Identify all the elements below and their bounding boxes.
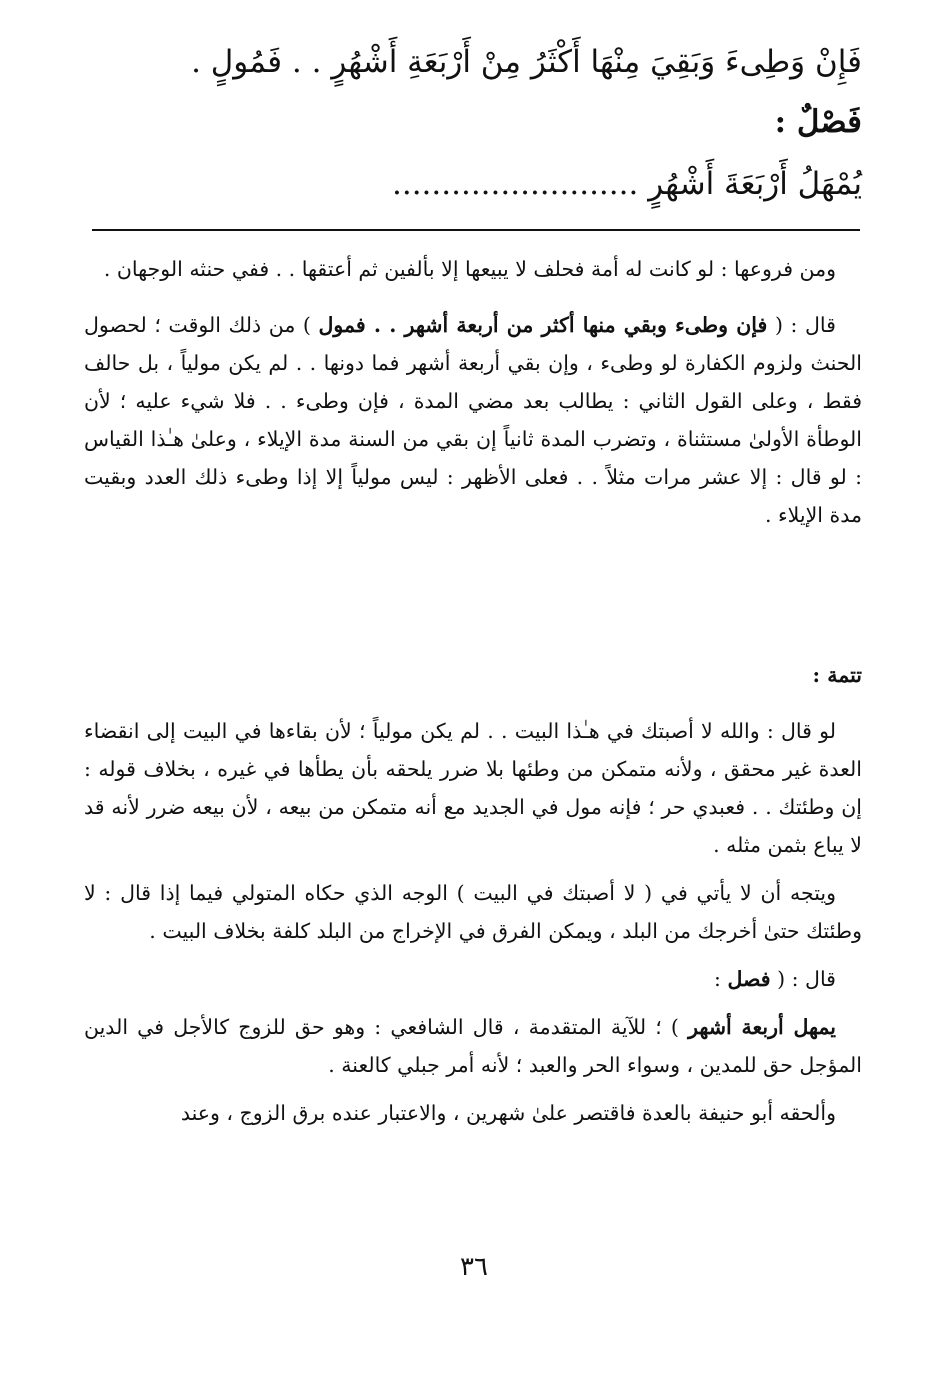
p5-open: قال : ( [777, 967, 836, 991]
sharh-paragraph-2 [84, 306, 862, 534]
sharh-paragraph-6 [84, 1008, 862, 1084]
matn-dotted-filler: ......................... [391, 166, 639, 202]
p2-open: قال : ( [774, 313, 836, 337]
sharh-paragraph-3: لو قال : والله لا أصبتك في هـٰذا البيت . . لم يكن مولياً ؛ لأن بقاءها في البيت إلى انقضاء العدة غير محقق ، ولأنه متمكن من وطئها بلا ضرر يلحقه بأن يطأها في غيره ، بخلاف قوله : إن وطئتك . . فعبدي حر ؛ فإنه مول في الجديد مع أنه متمكن من بيعه ، لأن بيعه ضرر لأنه قد لا يباع بثمن مثله . [84, 719, 862, 857]
sharh-paragraph-7: وألحقه أبو حنيفة بالعدة فاقتصر علىٰ شهرين ، والاعتبار عنده برق الزوج ، وعند [180, 1101, 836, 1125]
matn-line-3-text: يُمْهَلُ أَرْبَعَةَ أَشْهُرٍ [648, 166, 862, 202]
p2-commentary: ) من ذلك الوقت ؛ لحصول الحنث ولزوم الكفارة لو وطىء ، وإن بقي أربعة أشهر فما دونها . . لم يكن مولياً ، بل حالف فقط ، وعلى القول الثاني : يطالب بعد مضي المدة ، فإن وطىء . . فلا شيء عليه ؛ لأن الوطأة الأولىٰ مستثناة ، وتضرب المدة ثانياً إن بقي من السنة مدة الإيلاء ، وعلىٰ هـٰذا القياس : لو قال : إلا عشر مرات مثلاً . . فعلى الأظهر : ليس مولياً إلا إذا وطىء ذلك العدد وبقيت مدة الإيلاء . [84, 313, 862, 527]
p5-fasl: فصل [727, 967, 771, 991]
matn-line-1: فَإِنْ وَطِىءَ وَبَقِيَ مِنْهَا أَكْثَرُ مِنْ أَرْبَعَةِ أَشْهُرٍ . . فَمُولٍ . [191, 44, 862, 80]
separator-rule [92, 229, 860, 231]
tatimma-label: تتمة : [812, 663, 862, 687]
p2-quoted-matn: فإن وطىء وبقي منها أكثر من أربعة أشهر . . فمول [318, 313, 768, 337]
sharh-paragraph-4: ويتجه أن لا يأتي في ( لا أصبتك في البيت ) الوجه الذي حكاه المتولي فيما إذا قال : لا وطئتك حتىٰ أخرجك من البلد ، ويمكن الفرق في الإخراج من البلد كلفة بخلاف البيت . [84, 881, 862, 943]
sharh-block-1 [84, 250, 862, 534]
page-number: ٣٦ [460, 1252, 488, 1282]
matn-fasl-heading: فَصْلٌ : [774, 104, 862, 140]
sharh-paragraph-1: ومن فروعها : لو كانت له أمة فحلف لا يبيعها إلا بألفين ثم أعتقها . . ففي حنثه الوجهان . [103, 257, 836, 281]
sharh-block-2 [84, 712, 862, 1132]
matn-section-heading [82, 100, 862, 144]
sharh-paragraph-5 [84, 960, 862, 998]
p6-commentary: ) ؛ للآية المتقدمة ، قال الشافعي : وهو حق للزوج كالأجل في الدين المؤجل حق للمدين ، وسواء الحر والعبد ؛ لأنه أمر جبلي كالعنة . [84, 1015, 862, 1077]
p6-quoted-matn: يمهل أربعة أشهر [688, 1015, 836, 1039]
matn-line-3 [82, 162, 862, 206]
tatimma-heading [84, 656, 862, 694]
p5-colon: : [714, 967, 721, 991]
